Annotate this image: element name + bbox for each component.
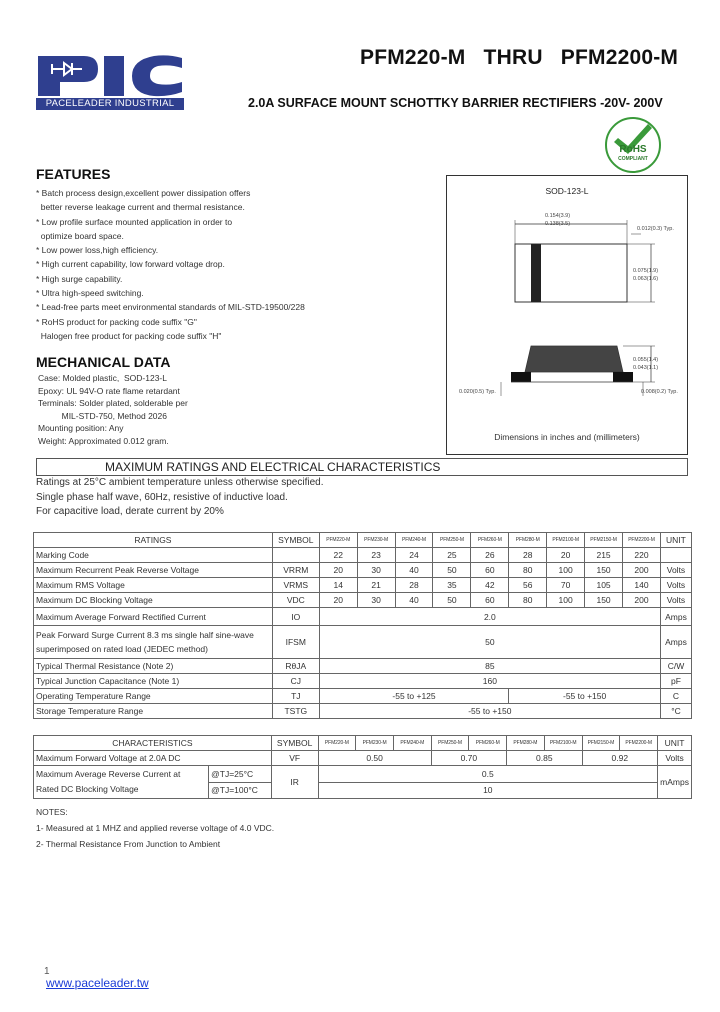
list-item: * Ultra high-speed switching.	[36, 288, 144, 299]
list-item: * Low profile surface mounted application in order to	[36, 216, 233, 227]
cell: 215	[585, 548, 623, 563]
dim-width-min: 0.063(1.6)	[633, 276, 659, 282]
row-symbol: VF	[271, 751, 318, 766]
table-row	[34, 593, 692, 608]
col-part: PFM260-M	[469, 736, 507, 751]
cell: 80	[509, 593, 547, 608]
table-row	[34, 766, 692, 783]
dim-height: 0.055(1.4)	[633, 357, 659, 363]
row-unit: C	[660, 689, 691, 704]
row-label-line: Rated DC Blocking Voltage	[36, 784, 139, 794]
table-header-row	[34, 736, 692, 751]
characteristics-table	[33, 735, 692, 799]
col-part: PFM250-M	[431, 736, 469, 751]
cell: 85	[319, 659, 660, 674]
col-part: PFM280-M	[507, 736, 545, 751]
rohs-sub: COMPLIANT	[618, 156, 648, 162]
cell: 35	[433, 578, 471, 593]
table-row	[34, 659, 692, 674]
row-unit: Amps	[660, 608, 691, 626]
table-row	[34, 626, 692, 659]
list-item: Weight: Approximated 0.012 gram.	[38, 435, 169, 446]
dim-lead-min: 0.008(0.2) Typ.	[641, 389, 678, 395]
row-label: Operating Temperature Range	[34, 689, 273, 704]
cell: 2.0	[319, 608, 660, 626]
row-unit: Volts	[660, 593, 691, 608]
ratings-header	[36, 458, 688, 476]
row-symbol: VRRM	[272, 563, 319, 578]
row-label: Maximum Recurrent Peak Reverse Voltage	[34, 563, 273, 578]
table-row	[34, 751, 692, 766]
row-label	[34, 766, 209, 799]
row-label-line: Maximum Average Reverse Current at	[36, 769, 181, 779]
rating-note: Single phase half wave, 60Hz, resistive of inductive load.	[36, 491, 288, 503]
cell: 200	[623, 563, 661, 578]
col-part: PFM250-M	[433, 533, 471, 548]
rohs-badge	[604, 116, 662, 174]
cell: 22	[319, 548, 357, 563]
cell: 25	[433, 548, 471, 563]
rating-note: Ratings at 25°C ambient temperature unless otherwise specified.	[36, 477, 324, 488]
mechanical-heading: MECHANICAL DATA	[36, 354, 171, 370]
dim-lead: 0.020(0.5) Typ.	[459, 389, 496, 395]
cell: 28	[395, 578, 433, 593]
cell: 0.70	[431, 751, 506, 766]
cell: -55 to +150	[319, 704, 660, 719]
row-unit: °C	[660, 704, 691, 719]
row-symbol: CJ	[272, 674, 319, 689]
ratings-table	[33, 532, 692, 719]
list-item: optimize board space.	[36, 230, 124, 241]
cell: 80	[509, 563, 547, 578]
cell: 150	[585, 593, 623, 608]
list-item: better reverse leakage current and thermal resistance.	[36, 202, 245, 213]
row-unit: pF	[660, 674, 691, 689]
cell: 105	[585, 578, 623, 593]
list-item: Halogen free product for packing code suffix "H"	[36, 330, 222, 341]
cell: 14	[319, 578, 357, 593]
table-row	[34, 563, 692, 578]
list-item: Epoxy: UL 94V-O rate flame retardant	[38, 385, 180, 396]
cell: 30	[357, 563, 395, 578]
col-part: PFM2200-M	[620, 736, 658, 751]
cell: 30	[357, 593, 395, 608]
table-row	[34, 548, 692, 563]
note-item: 1- Measured at 1 MHZ and applied reverse voltage of 4.0 VDC.	[36, 823, 275, 833]
row-label: Maximum DC Blocking Voltage	[34, 593, 273, 608]
features-heading: FEATURES	[36, 166, 111, 182]
col-unit: UNIT	[658, 736, 692, 751]
website-link[interactable]: www.paceleader.tw	[46, 976, 149, 990]
row-unit: Volts	[660, 563, 691, 578]
cell: 100	[547, 563, 585, 578]
row-symbol: IO	[272, 608, 319, 626]
page-title: PFM220-M THRU PFM2200-M	[360, 46, 679, 69]
cell: 50	[433, 563, 471, 578]
company-name: PACELEADER INDUSTRIAL	[36, 98, 184, 110]
package-name: SOD-123-L	[545, 186, 589, 196]
cell: 60	[471, 593, 509, 608]
row-condition: @TJ=100°C	[209, 782, 272, 799]
row-condition: @TJ=25°C	[209, 766, 272, 783]
col-part: PFM260-M	[471, 533, 509, 548]
cell: 23	[357, 548, 395, 563]
col-ratings: RATINGS	[34, 533, 273, 548]
list-item: Mounting position: Any	[38, 423, 124, 433]
row-label-line: Peak Forward Surge Current 8.3 ms single half sine-wave	[36, 630, 254, 640]
cell: 10	[318, 782, 658, 799]
page-subtitle: 2.0A SURFACE MOUNT SCHOTTKY BARRIER RECTIFIERS -20V- 200V	[248, 96, 663, 110]
table-row	[34, 578, 692, 593]
note-item: 2- Thermal Resistance From Junction to Ambient	[36, 839, 221, 849]
cell: 0.5	[318, 766, 658, 783]
row-unit: Volts	[660, 578, 691, 593]
row-label: Typical Thermal Resistance (Note 2)	[34, 659, 273, 674]
row-symbol: IFSM	[272, 626, 319, 659]
col-unit: UNIT	[660, 533, 691, 548]
row-symbol: RθJA	[272, 659, 319, 674]
row-label: Maximum RMS Voltage	[34, 578, 273, 593]
col-part: PFM240-M	[393, 736, 431, 751]
rating-notes	[36, 476, 323, 520]
list-item: * High surge capability.	[36, 273, 123, 284]
cell: 50	[319, 626, 660, 659]
cell: -55 to +150	[509, 689, 661, 704]
cell: 160	[319, 674, 660, 689]
row-label: Storage Temperature Range	[34, 704, 273, 719]
cell: 70	[547, 578, 585, 593]
dim-length: 0.154(3.9)	[545, 213, 571, 219]
list-item: Terminals: Solder plated, solderable per	[38, 398, 188, 408]
table-row	[34, 704, 692, 719]
notes	[36, 804, 274, 852]
rating-note: For capacitive load, derate current by 20%	[36, 506, 224, 517]
row-label-line: superimposed on rated load (JEDEC method)	[36, 644, 208, 654]
row-label: Maximum Forward Voltage at 2.0A DC	[34, 751, 272, 766]
col-part: PFM220-M	[319, 533, 357, 548]
notes-heading: NOTES:	[36, 807, 68, 817]
row-label: Marking Code	[34, 548, 273, 563]
cell: 40	[395, 593, 433, 608]
row-symbol: VRMS	[272, 578, 319, 593]
col-symbol: SYMBOL	[272, 533, 319, 548]
table-row	[34, 608, 692, 626]
cell: 28	[509, 548, 547, 563]
col-part: PFM2200-M	[623, 533, 661, 548]
row-unit: Amps	[660, 626, 691, 659]
cell: 40	[395, 563, 433, 578]
row-symbol: TJ	[272, 689, 319, 704]
page-number: 1	[44, 966, 50, 977]
col-part: PFM2150-M	[585, 533, 623, 548]
cell: 0.92	[582, 751, 658, 766]
list-item: * High current capability, low forward voltage drop.	[36, 259, 225, 270]
row-symbol: IR	[271, 766, 318, 799]
cell: 21	[357, 578, 395, 593]
dim-length-min: 0.138(3.5)	[545, 221, 571, 227]
cell: 20	[319, 563, 357, 578]
col-part: PFM2100-M	[544, 736, 582, 751]
col-characteristics: CHARACTERISTICS	[34, 736, 272, 751]
list-item: MIL-STD-750, Method 2026	[38, 410, 167, 421]
row-unit: mAmps	[658, 766, 692, 799]
cell: 26	[471, 548, 509, 563]
col-symbol: SYMBOL	[271, 736, 318, 751]
col-part: PFM230-M	[357, 533, 395, 548]
col-part: PFM230-M	[356, 736, 394, 751]
dim-width: 0.075(1.9)	[633, 268, 659, 274]
list-item: * Batch process design,excellent power dissipation offers	[36, 188, 251, 198]
cell: 60	[471, 563, 509, 578]
col-part: PFM2150-M	[582, 736, 620, 751]
pic-logo-icon	[36, 52, 184, 98]
row-symbol: TSTG	[272, 704, 319, 719]
dim-height-min: 0.043(1.1)	[633, 365, 659, 371]
col-part: PFM280-M	[509, 533, 547, 548]
cell: 140	[623, 578, 661, 593]
row-label: Typical Junction Capacitance (Note 1)	[34, 674, 273, 689]
cell: 220	[623, 548, 661, 563]
cell: 100	[547, 593, 585, 608]
col-part: PFM2100-M	[547, 533, 585, 548]
col-part: PFM240-M	[395, 533, 433, 548]
cell: 150	[585, 563, 623, 578]
row-unit: C/W	[660, 659, 691, 674]
row-symbol: VDC	[272, 593, 319, 608]
rohs-label: RoHS	[619, 144, 647, 155]
table-row	[34, 689, 692, 704]
list-item: * Low power loss,high efficiency.	[36, 245, 159, 256]
cell: -55 to +125	[319, 689, 509, 704]
row-unit: Volts	[658, 751, 692, 766]
package-caption: Dimensions in inches and (millimeters)	[494, 432, 640, 442]
row-label	[34, 626, 273, 659]
cell: 20	[319, 593, 357, 608]
table-row	[34, 674, 692, 689]
package-outline-panel	[446, 175, 688, 455]
cell: 200	[623, 593, 661, 608]
list-item: Case: Molded plastic, SOD-123-L	[38, 373, 167, 383]
cell: 0.50	[318, 751, 431, 766]
table-header-row	[34, 533, 692, 548]
col-part: PFM220-M	[318, 736, 356, 751]
mechanical-list	[38, 372, 188, 447]
list-item: * RoHS product for packing code suffix "G"	[36, 316, 197, 327]
ratings-header-text: MAXIMUM RATINGS AND ELECTRICAL CHARACTERISTICS	[105, 460, 441, 474]
row-label: Maximum Average Forward Rectified Current	[34, 608, 273, 626]
cell: 50	[433, 593, 471, 608]
dim-cathode: 0.012(0.3) Typ.	[637, 226, 674, 232]
cell: 56	[509, 578, 547, 593]
cell: 24	[395, 548, 433, 563]
features-list	[36, 186, 336, 343]
cell: 42	[471, 578, 509, 593]
cell: 20	[547, 548, 585, 563]
list-item: * Lead-free parts meet environmental standards of MIL-STD-19500/228	[36, 302, 305, 313]
cell: 0.85	[507, 751, 582, 766]
